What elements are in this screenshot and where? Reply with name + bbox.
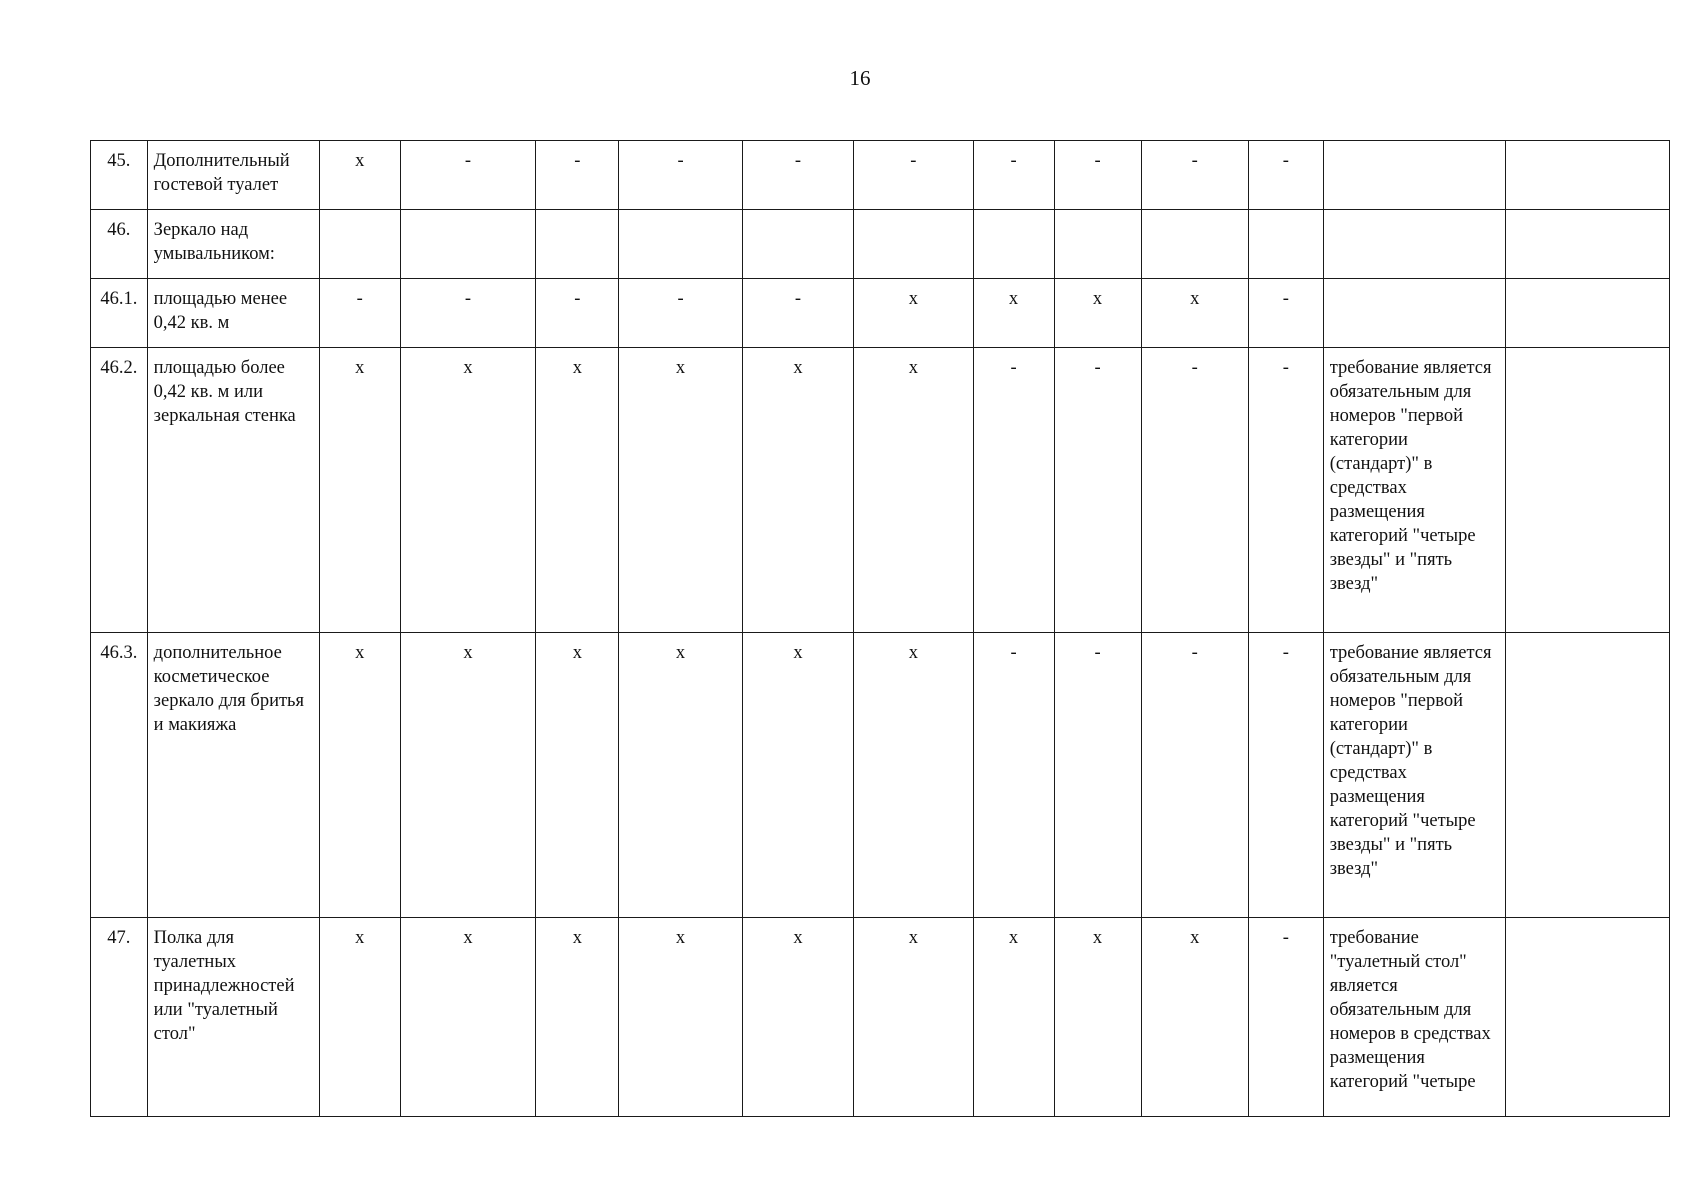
row-number: 46.3. bbox=[91, 633, 148, 918]
empty-cell bbox=[1505, 918, 1669, 1117]
mark-cell: x bbox=[319, 633, 400, 918]
empty-cell bbox=[1505, 633, 1669, 918]
mark-cell: - bbox=[1141, 141, 1248, 210]
row-name: Полка для туалетных принадлежностей или "туалетный стол" bbox=[147, 918, 319, 1117]
mark-cell bbox=[319, 210, 400, 279]
mark-cell: - bbox=[1141, 633, 1248, 918]
table-row bbox=[91, 633, 1670, 918]
row-number: 45. bbox=[91, 141, 148, 210]
mark-cell: - bbox=[1248, 279, 1323, 348]
empty-cell bbox=[1505, 141, 1669, 210]
mark-cell bbox=[536, 210, 619, 279]
mark-cell bbox=[742, 210, 853, 279]
mark-cell: x bbox=[854, 918, 973, 1117]
mark-cell: - bbox=[1054, 141, 1141, 210]
note-cell: требование является обязательным для номеров "первой категории (стандарт)" в средствах размещения категорий "четыре звезды" и "пять звезд" bbox=[1323, 348, 1505, 633]
empty-cell bbox=[1505, 279, 1669, 348]
mark-cell: - bbox=[619, 141, 742, 210]
mark-cell: x bbox=[1141, 279, 1248, 348]
mark-cell: x bbox=[400, 918, 536, 1117]
mark-cell: - bbox=[319, 279, 400, 348]
mark-cell: x bbox=[319, 348, 400, 633]
table-row bbox=[91, 210, 1670, 279]
mark-cell bbox=[400, 210, 536, 279]
note-cell: требование является обязательным для номеров "первой категории (стандарт)" в средствах размещения категорий "четыре звезды" и "пять звезд" bbox=[1323, 633, 1505, 918]
row-number: 46.2. bbox=[91, 348, 148, 633]
mark-cell: - bbox=[973, 633, 1054, 918]
mark-cell bbox=[973, 210, 1054, 279]
mark-cell: - bbox=[1248, 633, 1323, 918]
mark-cell: x bbox=[854, 279, 973, 348]
mark-cell: - bbox=[400, 279, 536, 348]
mark-cell: - bbox=[742, 141, 853, 210]
mark-cell: x bbox=[319, 918, 400, 1117]
empty-cell bbox=[1505, 210, 1669, 279]
mark-cell: x bbox=[1054, 918, 1141, 1117]
mark-cell: - bbox=[1248, 348, 1323, 633]
mark-cell: x bbox=[400, 633, 536, 918]
mark-cell: x bbox=[1054, 279, 1141, 348]
row-number: 47. bbox=[91, 918, 148, 1117]
mark-cell: x bbox=[619, 348, 742, 633]
mark-cell: - bbox=[742, 279, 853, 348]
row-name: Дополнительный гостевой туалет bbox=[147, 141, 319, 210]
mark-cell: x bbox=[536, 348, 619, 633]
mark-cell: x bbox=[973, 279, 1054, 348]
mark-cell: - bbox=[536, 141, 619, 210]
mark-cell: x bbox=[742, 918, 853, 1117]
mark-cell: - bbox=[619, 279, 742, 348]
mark-cell: x bbox=[973, 918, 1054, 1117]
row-name: площадью более 0,42 кв. м или зеркальная стенка bbox=[147, 348, 319, 633]
mark-cell bbox=[854, 210, 973, 279]
row-name: дополнительное косметическое зеркало для бритья и макияжа bbox=[147, 633, 319, 918]
note-cell bbox=[1323, 141, 1505, 210]
mark-cell: - bbox=[1248, 918, 1323, 1117]
mark-cell: x bbox=[854, 348, 973, 633]
mark-cell: - bbox=[536, 279, 619, 348]
table-row bbox=[91, 348, 1670, 633]
note-cell: требование "туалетный стол" является обязательным для номеров в средствах размещения категорий "четыре bbox=[1323, 918, 1505, 1117]
mark-cell: x bbox=[536, 633, 619, 918]
mark-cell: - bbox=[1141, 348, 1248, 633]
mark-cell: - bbox=[1054, 633, 1141, 918]
mark-cell bbox=[1141, 210, 1248, 279]
mark-cell: x bbox=[1141, 918, 1248, 1117]
mark-cell: - bbox=[973, 348, 1054, 633]
mark-cell: x bbox=[619, 918, 742, 1117]
table-row bbox=[91, 279, 1670, 348]
row-name: Зеркало над умывальником: bbox=[147, 210, 319, 279]
mark-cell: x bbox=[536, 918, 619, 1117]
mark-cell bbox=[1054, 210, 1141, 279]
mark-cell bbox=[619, 210, 742, 279]
mark-cell: x bbox=[619, 633, 742, 918]
mark-cell: x bbox=[742, 633, 853, 918]
mark-cell: x bbox=[319, 141, 400, 210]
note-cell bbox=[1323, 279, 1505, 348]
requirements-table bbox=[90, 140, 1670, 1117]
row-name: площадью менее 0,42 кв. м bbox=[147, 279, 319, 348]
mark-cell: - bbox=[973, 141, 1054, 210]
mark-cell: - bbox=[854, 141, 973, 210]
mark-cell: - bbox=[1248, 141, 1323, 210]
table-row bbox=[91, 141, 1670, 210]
mark-cell bbox=[1248, 210, 1323, 279]
mark-cell: x bbox=[854, 633, 973, 918]
mark-cell: x bbox=[400, 348, 536, 633]
note-cell bbox=[1323, 210, 1505, 279]
row-number: 46.1. bbox=[91, 279, 148, 348]
mark-cell: - bbox=[1054, 348, 1141, 633]
page-number: 16 bbox=[849, 66, 871, 90]
row-number: 46. bbox=[91, 210, 148, 279]
mark-cell: x bbox=[742, 348, 853, 633]
empty-cell bbox=[1505, 348, 1669, 633]
table-row bbox=[91, 918, 1670, 1117]
mark-cell: - bbox=[400, 141, 536, 210]
